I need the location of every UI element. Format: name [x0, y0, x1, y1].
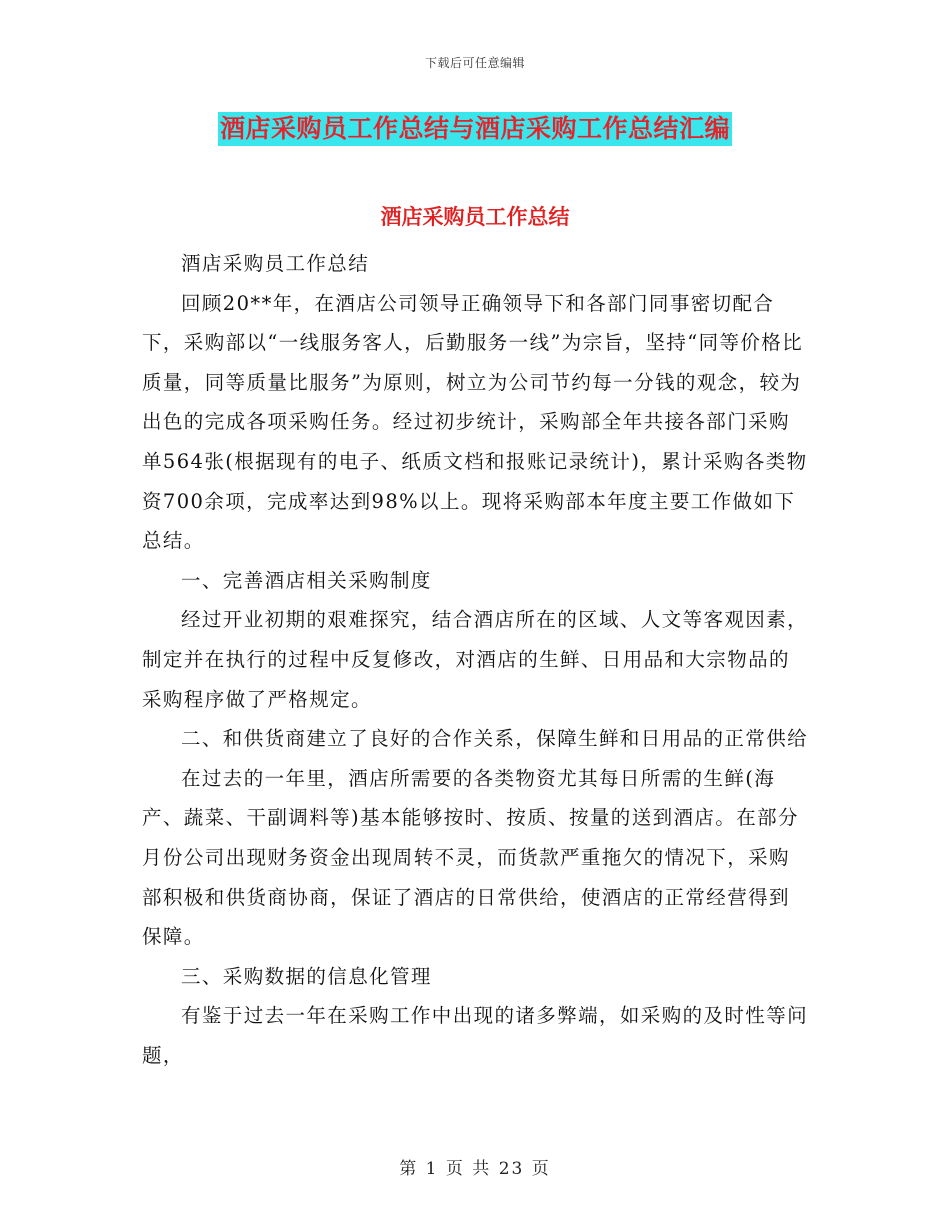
paragraph-body-2: 在过去的一年里，酒店所需要的各类物资尤其每日所需的生鲜(海产、蔬菜、干副调料等)基本能够按时、按质、按量的送到酒店。在部分月份公司出现财务资金出现周转不灵，而货款严重拖欠的情况下，采购部积极和供货商协商，保证了酒店的日常供给，使酒店的正常经营得到保障。 [142, 766, 799, 949]
paragraph-intro: 回顾20**年，在酒店公司领导正确领导下和各部门同事密切配合下，采购部以“一线服务客人，后勤服务一线”为宗旨，坚持“同等价格比质量，同等质量比服务”为原则，树立为公司节约每一分钱的观念，较为出色的完成各项采购任务。经过初步统计，采购部全年共接各部门采购单564张(根据现有的电子、纸质文档和报账记录统计)，累计采购各类物资700余项，完成率达到98%以上。现将采购部本年度主要工作做如下总结。 [142, 291, 808, 553]
paragraph-subtitle: 酒店采购员工作总结 [181, 252, 370, 275]
main-title-container [0, 112, 950, 146]
paragraph-heading-3: 三、采购数据的信息化管理 [181, 964, 432, 988]
main-title: 酒店采购员工作总结与酒店采购工作总结汇编 [218, 112, 732, 146]
page-footer: 第 1 页 共 23 页 [399, 1159, 551, 1179]
paragraph-body-1: 经过开业初期的艰难探究，结合酒店所在的区域、人文等客观因素，制定并在执行的过程中反复修改，对酒店的生鲜、日用品和大宗物品的采购程序做了严格规定。 [142, 608, 809, 711]
paragraph-heading-1: 一、完善酒店相关采购制度 [181, 568, 432, 592]
body-text [142, 244, 810, 1075]
paragraph-heading-2: 二、和供货商建立了良好的合作关系，保障生鲜和日用品的正常供给 [181, 727, 809, 751]
section-title: 酒店采购员工作总结 [380, 204, 570, 229]
header-note: 下载后可任意编辑 [424, 56, 525, 70]
paragraph-body-3: 有鉴于过去一年在采购工作中出现的诸多弊端，如采购的及时性等问题， [142, 1004, 809, 1067]
